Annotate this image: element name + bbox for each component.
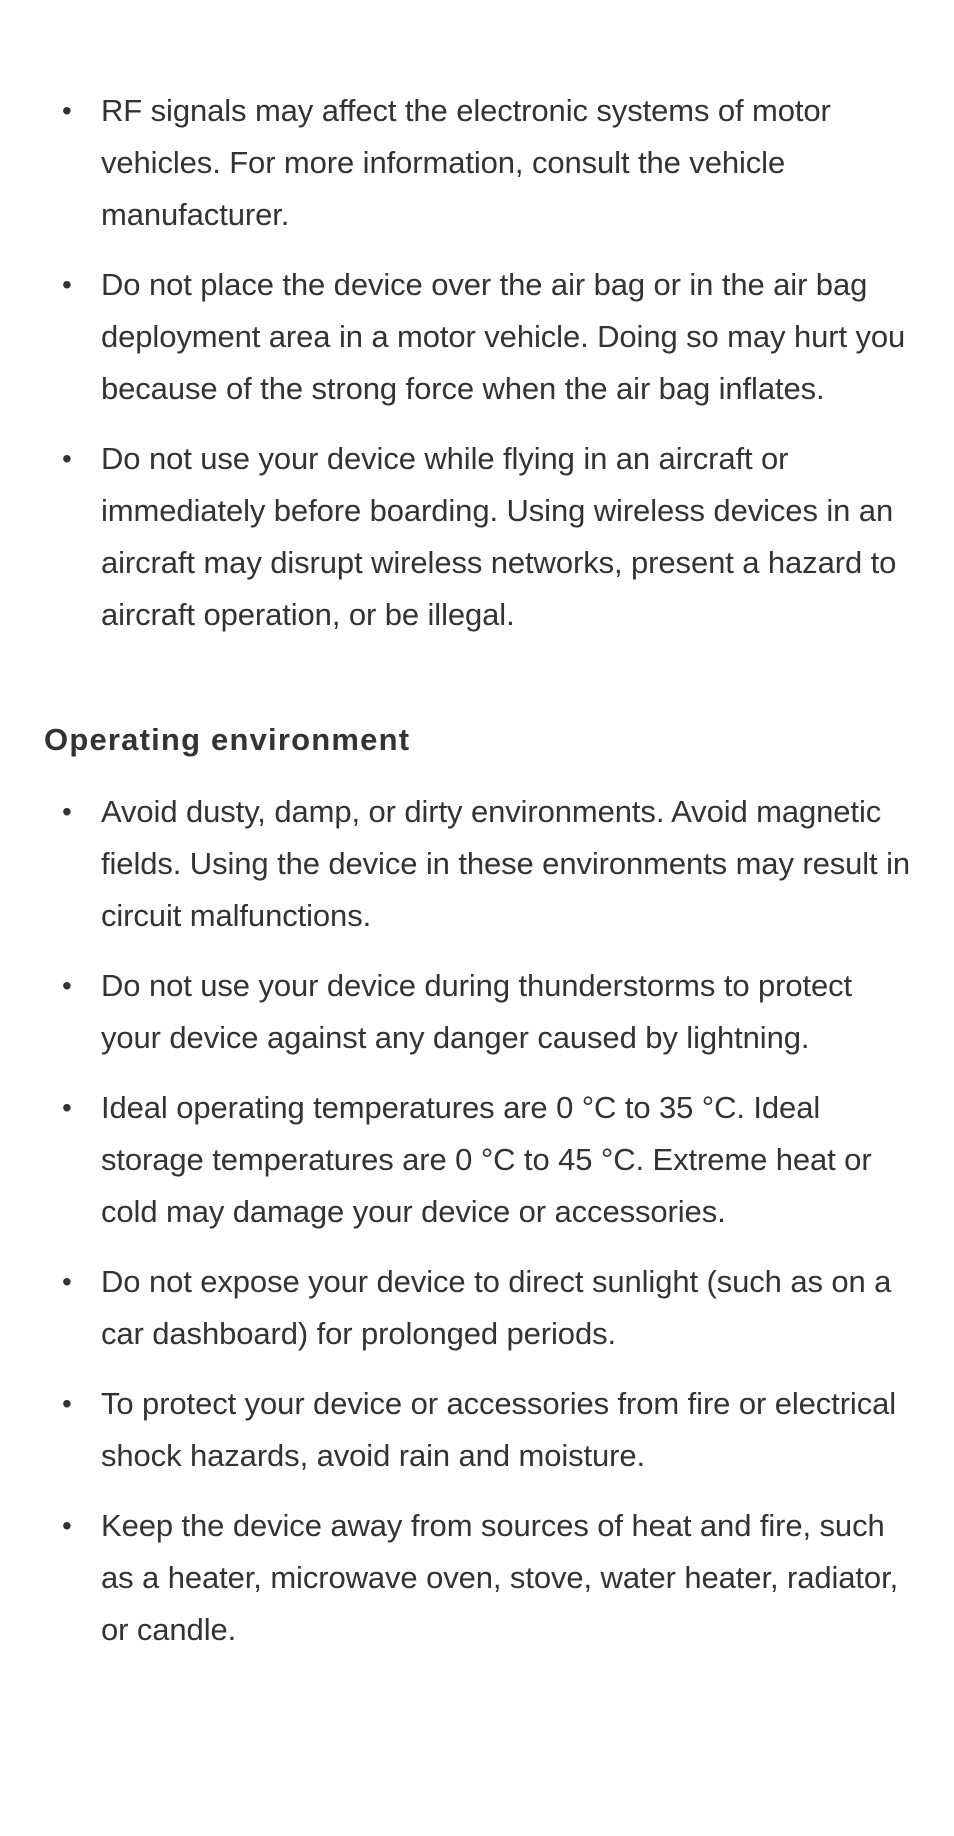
- list-item: [0, 1500, 954, 1656]
- operating-environment-list: [0, 786, 954, 1674]
- list-item-text: Do not expose your device to direct sunlight (such as on a car dashboard) for prolonged periods.: [101, 1264, 892, 1351]
- list-item: [0, 960, 954, 1064]
- list-item: [0, 433, 954, 641]
- bullet-icon: •: [62, 1266, 72, 1297]
- list-item-text: To protect your device or accessories from fire or electrical shock hazards, avoid rain and moisture.: [101, 1386, 897, 1473]
- list-item: [0, 1082, 954, 1238]
- bullet-icon: •: [62, 95, 72, 126]
- list-item: [0, 1256, 954, 1360]
- list-item-text: Ideal operating temperatures are 0 °C to 35 °C. Ideal storage temperatures are 0 °C to 45 °C. Extreme heat or cold may damage your device or accessories.: [101, 1090, 872, 1229]
- list-item-text: Avoid dusty, damp, or dirty environments. Avoid magnetic fields. Using the device in these environments may result in circuit malfunctions.: [101, 794, 911, 933]
- list-item: [0, 259, 954, 415]
- list-item: [0, 786, 954, 942]
- section-heading: Operating environment: [44, 722, 411, 757]
- vehicle-safety-list: [0, 85, 954, 659]
- bullet-icon: •: [62, 269, 72, 300]
- bullet-icon: •: [62, 796, 72, 827]
- list-item: [0, 85, 954, 241]
- bullet-icon: •: [62, 1510, 72, 1541]
- bullet-icon: •: [62, 970, 72, 1001]
- list-item: [0, 1378, 954, 1482]
- bullet-icon: •: [62, 1092, 72, 1123]
- list-item-text: Do not use your device during thunderstorms to protect your device against any danger caused by lightning.: [101, 968, 853, 1055]
- list-item-text: Do not use your device while flying in an aircraft or immediately before boarding. Using wireless devices in an aircraft may disrupt wireless networks, present a hazard to aircraft operation, or be illegal.: [101, 441, 897, 632]
- list-item-text: Do not place the device over the air bag or in the air bag deployment area in a motor vehicle. Doing so may hurt you because of the strong force when the air bag inflates.: [101, 267, 906, 406]
- bullet-icon: •: [62, 1388, 72, 1419]
- list-item-text: Keep the device away from sources of heat and fire, such as a heater, microwave oven, stove, water heater, radiator, or candle.: [101, 1508, 899, 1647]
- list-item-text: RF signals may affect the electronic systems of motor vehicles. For more information, consult the vehicle manufacturer.: [101, 93, 831, 232]
- bullet-icon: •: [62, 443, 72, 474]
